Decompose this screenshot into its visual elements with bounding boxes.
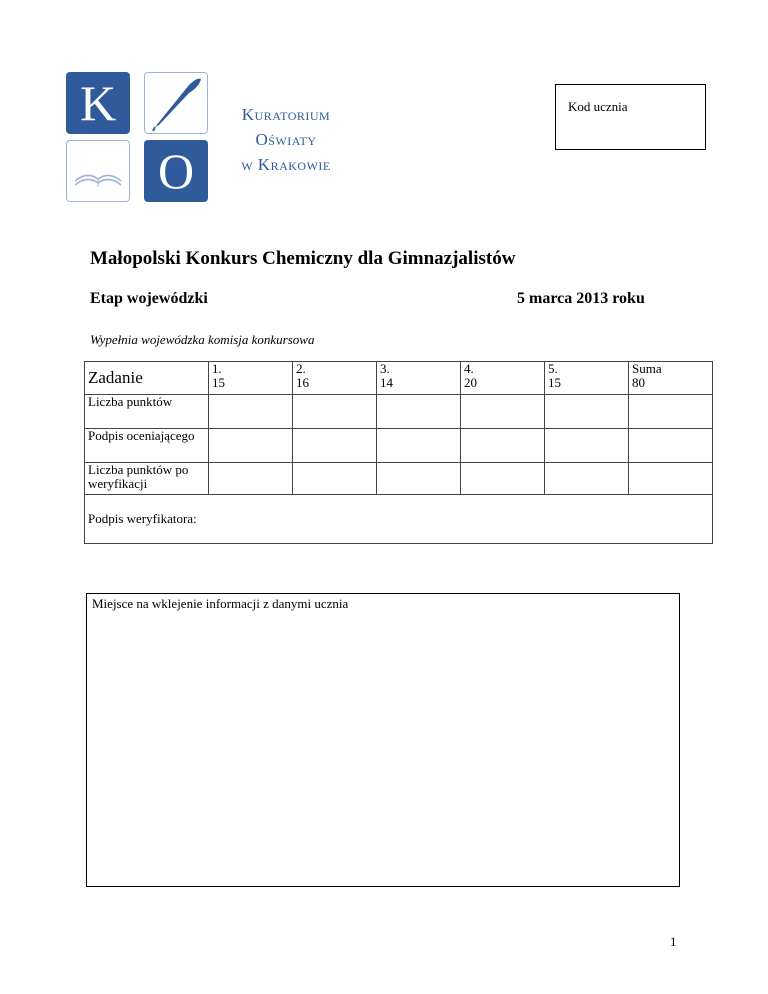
score-cell[interactable]	[293, 429, 377, 463]
task-header: Zadanie	[85, 362, 209, 395]
table-row	[85, 429, 713, 463]
task-col-sum	[629, 362, 713, 395]
score-cell[interactable]	[629, 429, 713, 463]
verifier-signature-field[interactable]	[85, 495, 713, 544]
task-max-pts: 15	[548, 375, 561, 390]
score-cell[interactable]	[629, 463, 713, 495]
logo-text	[216, 102, 356, 177]
score-cell[interactable]	[377, 429, 461, 463]
commission-note: Wypełnia wojewódzka komisja konkursowa	[90, 332, 315, 347]
stage-label: Etap wojewódzki	[90, 290, 208, 307]
score-cell[interactable]	[545, 395, 629, 429]
task-max-pts: 14	[380, 375, 393, 390]
score-cell[interactable]	[461, 429, 545, 463]
score-cell[interactable]	[629, 395, 713, 429]
score-cell[interactable]	[545, 463, 629, 495]
table-header-row	[85, 362, 713, 395]
task-max-pts: 80	[632, 375, 645, 390]
grader-signature-label: Podpis oceniającego	[85, 429, 209, 463]
score-cell[interactable]	[461, 463, 545, 495]
task-max-pts: 15	[212, 375, 225, 390]
table-row	[85, 495, 713, 544]
verifier-signature-label: Podpis weryfikatora:	[88, 511, 197, 526]
task-max-pts: 16	[296, 375, 309, 390]
logo-text-line3: w Krakowie	[241, 155, 331, 174]
task-num: Suma	[632, 361, 662, 376]
student-code-box[interactable]	[555, 84, 706, 150]
task-max-pts: 20	[464, 375, 477, 390]
points-row-label: Liczba punktów	[85, 395, 209, 429]
score-cell[interactable]	[545, 429, 629, 463]
score-cell[interactable]	[377, 395, 461, 429]
task-num: 4.	[464, 361, 474, 376]
task-num: 3.	[380, 361, 390, 376]
table-row	[85, 463, 713, 495]
logo-text-line2: Oświaty	[255, 130, 317, 149]
score-table	[84, 361, 713, 544]
task-col-1	[209, 362, 293, 395]
table-row	[85, 395, 713, 429]
score-cell[interactable]	[209, 429, 293, 463]
open-book-icon	[66, 140, 130, 202]
student-code-label: Kod ucznia	[568, 99, 628, 114]
logo-tile-k: K	[66, 72, 130, 134]
logo-tile-o: O	[144, 140, 208, 202]
verified-points-label: Liczba punktów po weryfikacji	[85, 463, 209, 495]
score-cell[interactable]	[209, 395, 293, 429]
kuratorium-logo	[66, 72, 356, 204]
student-info-sticker-box[interactable]	[86, 593, 680, 887]
task-col-3	[377, 362, 461, 395]
task-num: 5.	[548, 361, 558, 376]
score-cell[interactable]	[461, 395, 545, 429]
task-col-2	[293, 362, 377, 395]
task-col-5	[545, 362, 629, 395]
task-num: 2.	[296, 361, 306, 376]
score-cell[interactable]	[377, 463, 461, 495]
task-num: 1.	[212, 361, 222, 376]
score-cell[interactable]	[293, 463, 377, 495]
logo-text-line1: Kuratorium	[241, 105, 331, 124]
page-number: 1	[670, 934, 677, 949]
page-title: Małopolski Konkurs Chemiczny dla Gimnazjalistów	[90, 248, 516, 269]
quill-icon	[144, 72, 208, 134]
task-col-4	[461, 362, 545, 395]
exam-date: 5 marca 2013 roku	[517, 290, 645, 307]
sticker-box-label: Miejsce na wklejenie informacji z danymi ucznia	[92, 596, 349, 611]
score-cell[interactable]	[209, 463, 293, 495]
score-cell[interactable]	[293, 395, 377, 429]
